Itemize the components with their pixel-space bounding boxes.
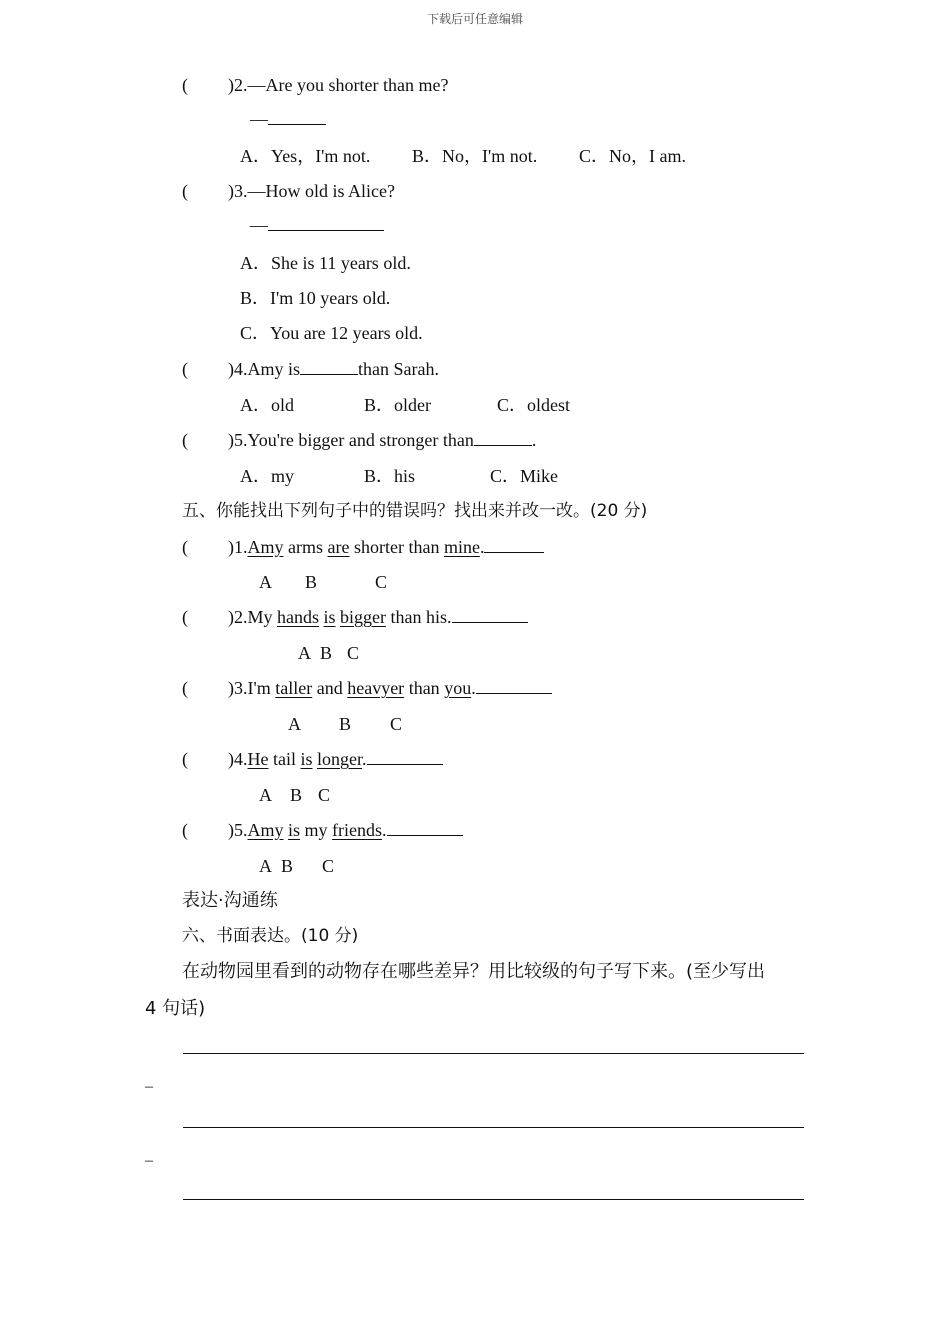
option-b: B．I'm 10 years old.	[240, 288, 391, 308]
question-4-line	[182, 358, 439, 380]
underlined-word-a: Amy	[247, 820, 284, 840]
answer-space[interactable]	[188, 181, 228, 197]
label-b: B	[320, 643, 333, 663]
answer-space[interactable]	[188, 820, 228, 836]
section-5-title: 五、你能找出下列句子中的错误吗？找出来并改一改。(20 分)	[182, 501, 648, 521]
line-marker: –	[145, 1152, 153, 1169]
underlined-word-c: bigger	[340, 607, 386, 627]
sentence-text: .	[382, 820, 387, 840]
underlined-word-c: longer	[317, 749, 363, 769]
question-number: )2.My	[228, 607, 277, 627]
sentence-text: arms	[283, 537, 328, 557]
line-marker: –	[145, 1078, 153, 1095]
sentence-text: .	[479, 537, 485, 557]
sentence-text: than	[404, 678, 445, 698]
fill-blank[interactable]	[300, 358, 358, 375]
label-a: A	[259, 572, 272, 592]
underlined-word-b: heavyer	[347, 678, 405, 698]
question-text-pre: )5.You're bigger and stronger than	[228, 430, 474, 450]
question-number: )3.I'm	[228, 678, 276, 698]
reply-line	[250, 214, 384, 236]
option-b: B．No，I'm not.	[412, 146, 538, 166]
section-6-instruction: 在动物园里看到的动物存在哪些差异？用比较级的句子写下来。(至少写出	[182, 961, 766, 982]
label-b: B	[339, 714, 352, 734]
reply-dash: —	[250, 109, 268, 129]
question-text: —How old is Alice?	[247, 181, 395, 201]
reply-blank[interactable]	[268, 108, 326, 125]
underlined-word-c: friends	[332, 820, 383, 840]
paren-open: (	[182, 359, 188, 379]
option-c: C．Mike	[490, 466, 559, 486]
option-a: A．She is 11 years old.	[240, 253, 411, 273]
paren-open: (	[182, 537, 188, 557]
option-a: A．Yes，I'm not.	[240, 146, 371, 166]
paren-open: (	[182, 607, 188, 627]
writing-line-3[interactable]	[183, 1198, 804, 1200]
underlined-word-c: you	[444, 678, 472, 698]
underlined-word-b: are	[327, 537, 350, 557]
label-c: C	[375, 572, 388, 592]
underlined-word-c: mine	[443, 537, 480, 557]
sentence-text: shorter than	[349, 537, 444, 557]
label-a: A	[298, 643, 311, 663]
label-c: C	[322, 856, 335, 876]
answer-space[interactable]	[188, 359, 228, 375]
answer-space[interactable]	[188, 678, 228, 694]
error-question-5	[182, 819, 463, 841]
section-6-instruction-cont: 4 句话)	[145, 998, 206, 1019]
answer-space[interactable]	[188, 430, 228, 446]
paren-open: (	[182, 181, 188, 201]
sentence-text: .	[362, 749, 367, 769]
option-a: A．my	[240, 466, 294, 486]
option-c: C．oldest	[497, 395, 571, 415]
paren-open: (	[182, 820, 188, 840]
sentence-text: than his.	[386, 607, 452, 627]
sentence-text: and	[312, 678, 348, 698]
underlined-word-b: is	[300, 749, 313, 769]
error-question-3	[182, 677, 552, 699]
label-b: B	[281, 856, 294, 876]
underlined-word-b: is	[288, 820, 301, 840]
sentence-text: tail	[268, 749, 301, 769]
question-number: )2.	[228, 75, 248, 95]
question-2-line	[182, 74, 448, 96]
underlined-word-a: taller	[275, 678, 313, 698]
question-text: —Are you shorter than me?	[247, 75, 449, 95]
correction-blank[interactable]	[484, 536, 544, 553]
question-number: )1.	[228, 537, 248, 557]
option-c: C．No，I am.	[579, 146, 686, 166]
question-3-line	[182, 180, 395, 202]
option-a: A．old	[240, 395, 294, 415]
answer-space[interactable]	[188, 749, 228, 765]
label-a: A	[259, 785, 272, 805]
label-a: A	[288, 714, 301, 734]
option-b: B．older	[364, 395, 431, 415]
question-5-line	[182, 429, 536, 451]
label-b: B	[305, 572, 318, 592]
paren-open: (	[182, 749, 188, 769]
correction-blank[interactable]	[476, 677, 552, 694]
fill-blank[interactable]	[474, 429, 532, 446]
paren-open: (	[182, 678, 188, 698]
question-text-post: .	[531, 430, 537, 450]
page-header: 下载后可任意编辑	[426, 12, 523, 26]
correction-blank[interactable]	[452, 606, 528, 623]
label-a: A	[259, 856, 272, 876]
sentence-text: my	[300, 820, 333, 840]
answer-space[interactable]	[188, 537, 228, 553]
correction-blank[interactable]	[387, 819, 463, 836]
underlined-word-a: Amy	[247, 537, 284, 557]
reply-line	[250, 108, 326, 130]
answer-space[interactable]	[188, 75, 228, 91]
question-number: )3.	[228, 181, 248, 201]
label-c: C	[347, 643, 360, 663]
answer-space[interactable]	[188, 607, 228, 623]
section-6-title: 六、书面表达。(10 分)	[182, 926, 359, 946]
writing-line-1[interactable]	[183, 1052, 804, 1054]
error-question-2	[182, 606, 528, 628]
reply-blank[interactable]	[268, 214, 384, 231]
underlined-word-b: is	[323, 607, 336, 627]
writing-line-2[interactable]	[183, 1126, 804, 1128]
question-text-post: than Sarah.	[358, 359, 439, 379]
error-question-1	[182, 536, 544, 558]
option-b: B．his	[364, 466, 416, 486]
label-b: B	[290, 785, 303, 805]
question-text-pre: )4.Amy is	[228, 359, 300, 379]
sentence-text: .	[471, 678, 476, 698]
label-c: C	[390, 714, 403, 734]
question-number: )4.	[228, 749, 248, 769]
expression-practice-label: 表达·沟通练	[182, 890, 278, 911]
underlined-word-a: He	[247, 749, 269, 769]
label-c: C	[318, 785, 331, 805]
underlined-word-a: hands	[277, 607, 319, 627]
reply-dash: —	[250, 215, 268, 235]
paren-open: (	[182, 430, 188, 450]
paren-open: (	[182, 75, 188, 95]
option-c: C．You are 12 years old.	[240, 323, 423, 343]
question-number: )5.	[228, 820, 248, 840]
error-question-4	[182, 748, 443, 770]
correction-blank[interactable]	[367, 748, 443, 765]
